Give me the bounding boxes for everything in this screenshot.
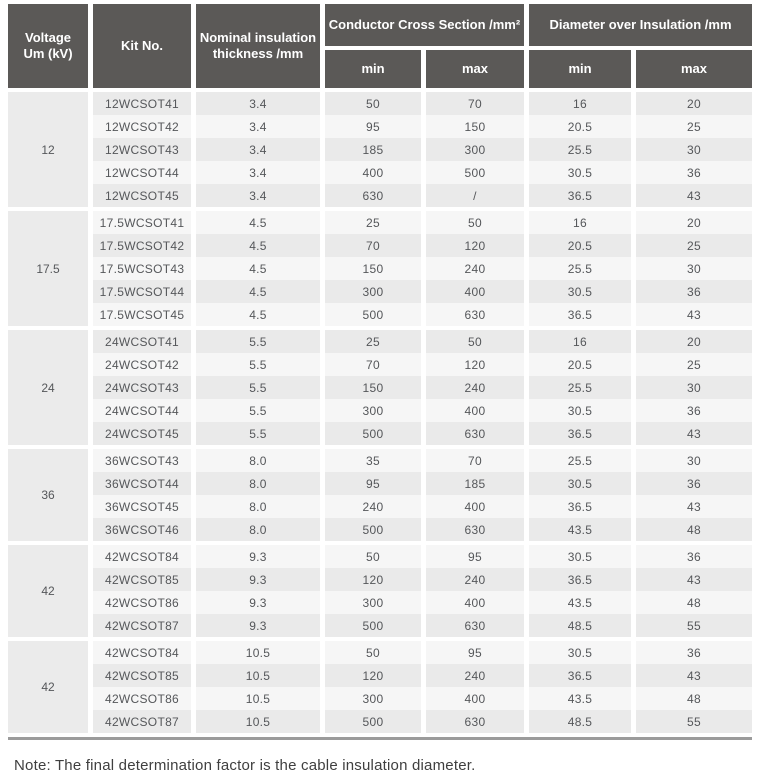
cell-kit: 17.5WCSOT44 <box>93 280 191 303</box>
cell-ccs-min: 95 <box>325 115 421 138</box>
cell-ccs-max: 630 <box>426 303 524 326</box>
cell-ccs-min: 120 <box>325 664 421 687</box>
cell-ccs-max: 185 <box>426 472 524 495</box>
cell-thickness: 8.0 <box>196 518 320 541</box>
cell-thickness: 4.5 <box>196 280 320 303</box>
cell-thickness: 4.5 <box>196 257 320 280</box>
cell-dia-min: 36.5 <box>529 184 631 207</box>
cell-ccs-max: 400 <box>426 399 524 422</box>
cell-ccs-min: 50 <box>325 641 421 664</box>
cell-ccs-max: 240 <box>426 568 524 591</box>
cell-ccs-max: 95 <box>426 545 524 568</box>
cell-kit: 36WCSOT44 <box>93 472 191 495</box>
cell-dia-min: 25.5 <box>529 449 631 472</box>
cell-dia-min: 43.5 <box>529 687 631 710</box>
cell-dia-min: 36.5 <box>529 568 631 591</box>
header-dia-min-label: min <box>568 60 592 76</box>
cell-kit: 36WCSOT45 <box>93 495 191 518</box>
cell-ccs-max: 50 <box>426 211 524 234</box>
cell-kit: 17.5WCSOT41 <box>93 211 191 234</box>
cell-kit: 12WCSOT44 <box>93 161 191 184</box>
cell-dia-max: 43 <box>636 422 752 445</box>
cell-dia-min: 25.5 <box>529 138 631 161</box>
cell-dia-min: 36.5 <box>529 303 631 326</box>
header-kit-no-label: Kit No. <box>121 37 163 53</box>
table-note: Note: The final determination factor is the cable insulation diameter. <box>14 757 476 774</box>
cell-thickness: 10.5 <box>196 641 320 664</box>
cell-ccs-max: 70 <box>426 449 524 472</box>
header-thickness-line2: thickness /mm <box>212 46 304 61</box>
header-insulation-thickness <box>196 4 320 88</box>
cell-dia-max: 43 <box>636 568 752 591</box>
cell-thickness: 3.4 <box>196 161 320 184</box>
header-voltage-line2: Um (kV) <box>23 46 73 61</box>
cell-thickness: 9.3 <box>196 545 320 568</box>
cell-kit: 12WCSOT41 <box>93 92 191 115</box>
cell-thickness: 4.5 <box>196 234 320 257</box>
cell-ccs-min: 95 <box>325 472 421 495</box>
cell-dia-max: 36 <box>636 280 752 303</box>
header-kit-no <box>93 4 191 88</box>
cell-dia-max: 20 <box>636 330 752 353</box>
header-conductor-label: Conductor Cross Section /mm² <box>328 16 521 32</box>
voltage-value: 24 <box>8 330 88 445</box>
cell-ccs-max: 120 <box>426 234 524 257</box>
cell-dia-max: 20 <box>636 92 752 115</box>
header-ccs-max <box>426 50 524 88</box>
cell-dia-min: 48.5 <box>529 614 631 637</box>
cell-ccs-min: 120 <box>325 568 421 591</box>
cell-dia-max: 25 <box>636 115 752 138</box>
header-voltage <box>8 4 88 88</box>
cell-ccs-min: 500 <box>325 518 421 541</box>
voltage-section-36-3 <box>8 449 752 541</box>
cell-kit: 42WCSOT86 <box>93 687 191 710</box>
cell-dia-min: 20.5 <box>529 115 631 138</box>
cell-kit: 36WCSOT43 <box>93 449 191 472</box>
cell-kit: 42WCSOT87 <box>93 614 191 637</box>
header-dia-min <box>529 50 631 88</box>
cell-ccs-max: 300 <box>426 138 524 161</box>
cell-kit: 42WCSOT84 <box>93 545 191 568</box>
cell-ccs-max: 240 <box>426 376 524 399</box>
cell-dia-min: 36.5 <box>529 495 631 518</box>
cell-ccs-min: 50 <box>325 545 421 568</box>
header-ccs-min <box>325 50 421 88</box>
cell-dia-max: 36 <box>636 641 752 664</box>
cell-dia-min: 16 <box>529 330 631 353</box>
cell-thickness: 5.5 <box>196 330 320 353</box>
cell-kit: 12WCSOT43 <box>93 138 191 161</box>
cell-thickness: 5.5 <box>196 422 320 445</box>
cell-kit: 24WCSOT43 <box>93 376 191 399</box>
cell-ccs-min: 500 <box>325 303 421 326</box>
header-ccs-min-label: min <box>361 60 385 76</box>
cell-dia-max: 55 <box>636 710 752 733</box>
cell-dia-max: 43 <box>636 184 752 207</box>
voltage-value: 12 <box>8 92 88 207</box>
header-dia-max <box>636 50 752 88</box>
cell-dia-max: 30 <box>636 449 752 472</box>
cell-ccs-min: 300 <box>325 687 421 710</box>
cell-ccs-min: 240 <box>325 495 421 518</box>
cell-thickness: 10.5 <box>196 687 320 710</box>
cell-kit: 12WCSOT45 <box>93 184 191 207</box>
header-diameter-label: Diameter over Insulation /mm <box>549 16 732 32</box>
cell-dia-max: 36 <box>636 399 752 422</box>
cell-thickness: 5.5 <box>196 399 320 422</box>
cell-ccs-min: 70 <box>325 234 421 257</box>
cell-ccs-min: 50 <box>325 92 421 115</box>
cell-thickness: 5.5 <box>196 353 320 376</box>
cell-thickness: 3.4 <box>196 115 320 138</box>
cell-kit: 17.5WCSOT45 <box>93 303 191 326</box>
cell-ccs-max: 95 <box>426 641 524 664</box>
cell-thickness: 3.4 <box>196 92 320 115</box>
cell-ccs-min: 25 <box>325 330 421 353</box>
voltage-section-42-4 <box>8 545 752 637</box>
cell-dia-max: 20 <box>636 211 752 234</box>
voltage-section-17.5-1 <box>8 211 752 326</box>
cell-ccs-min: 150 <box>325 376 421 399</box>
cell-dia-max: 30 <box>636 138 752 161</box>
cell-ccs-max: / <box>426 184 524 207</box>
cell-kit: 24WCSOT45 <box>93 422 191 445</box>
cell-dia-max: 48 <box>636 687 752 710</box>
cell-ccs-min: 150 <box>325 257 421 280</box>
cell-ccs-min: 500 <box>325 614 421 637</box>
cell-dia-min: 25.5 <box>529 257 631 280</box>
cell-kit: 24WCSOT42 <box>93 353 191 376</box>
cell-ccs-max: 400 <box>426 280 524 303</box>
cell-ccs-max: 240 <box>426 664 524 687</box>
cell-thickness: 8.0 <box>196 472 320 495</box>
cell-thickness: 4.5 <box>196 303 320 326</box>
header-ccs-max-label: max <box>461 60 489 76</box>
cell-dia-max: 48 <box>636 518 752 541</box>
voltage-value: 42 <box>8 641 88 733</box>
cell-dia-max: 36 <box>636 545 752 568</box>
cell-thickness: 3.4 <box>196 184 320 207</box>
cell-kit: 42WCSOT84 <box>93 641 191 664</box>
cell-dia-max: 55 <box>636 614 752 637</box>
cell-dia-min: 36.5 <box>529 422 631 445</box>
cell-ccs-max: 630 <box>426 518 524 541</box>
cell-dia-max: 43 <box>636 303 752 326</box>
cell-dia-min: 30.5 <box>529 280 631 303</box>
cell-ccs-max: 120 <box>426 353 524 376</box>
cell-ccs-min: 500 <box>325 710 421 733</box>
cell-dia-min: 30.5 <box>529 161 631 184</box>
cell-dia-min: 30.5 <box>529 472 631 495</box>
cell-ccs-max: 400 <box>426 591 524 614</box>
cell-dia-max: 43 <box>636 495 752 518</box>
cell-dia-min: 43.5 <box>529 518 631 541</box>
cell-dia-min: 20.5 <box>529 234 631 257</box>
cell-kit: 12WCSOT42 <box>93 115 191 138</box>
voltage-section-42-5 <box>8 641 752 733</box>
cell-kit: 36WCSOT46 <box>93 518 191 541</box>
cell-ccs-min: 500 <box>325 422 421 445</box>
cell-dia-max: 36 <box>636 472 752 495</box>
cell-thickness: 8.0 <box>196 495 320 518</box>
cell-kit: 24WCSOT44 <box>93 399 191 422</box>
cell-dia-max: 36 <box>636 161 752 184</box>
header-thickness-line1: Nominal insulation <box>199 29 317 45</box>
cell-thickness: 8.0 <box>196 449 320 472</box>
cell-dia-min: 30.5 <box>529 399 631 422</box>
cell-dia-max: 25 <box>636 234 752 257</box>
table-bottom-rule <box>8 737 752 740</box>
kit-specification-table <box>8 4 752 740</box>
cell-thickness: 3.4 <box>196 138 320 161</box>
cell-ccs-min: 300 <box>325 280 421 303</box>
voltage-value: 42 <box>8 545 88 637</box>
voltage-value: 36 <box>8 449 88 541</box>
cell-dia-min: 43.5 <box>529 591 631 614</box>
cell-kit: 42WCSOT85 <box>93 568 191 591</box>
cell-kit: 17.5WCSOT42 <box>93 234 191 257</box>
cell-dia-min: 36.5 <box>529 664 631 687</box>
cell-thickness: 10.5 <box>196 710 320 733</box>
cell-ccs-max: 400 <box>426 495 524 518</box>
cell-thickness: 9.3 <box>196 614 320 637</box>
cell-ccs-max: 630 <box>426 614 524 637</box>
cell-dia-min: 16 <box>529 92 631 115</box>
header-voltage-line1: Voltage <box>25 29 71 45</box>
cell-thickness: 9.3 <box>196 568 320 591</box>
cell-dia-min: 48.5 <box>529 710 631 733</box>
voltage-section-24-2 <box>8 330 752 445</box>
table-header <box>8 4 752 88</box>
cell-ccs-min: 70 <box>325 353 421 376</box>
cell-dia-min: 30.5 <box>529 641 631 664</box>
cell-dia-max: 48 <box>636 591 752 614</box>
cell-ccs-min: 300 <box>325 399 421 422</box>
cell-ccs-max: 240 <box>426 257 524 280</box>
cell-ccs-max: 500 <box>426 161 524 184</box>
cell-ccs-max: 50 <box>426 330 524 353</box>
cell-ccs-max: 630 <box>426 422 524 445</box>
cell-dia-min: 16 <box>529 211 631 234</box>
cell-kit: 42WCSOT85 <box>93 664 191 687</box>
cell-ccs-max: 150 <box>426 115 524 138</box>
cell-thickness: 5.5 <box>196 376 320 399</box>
cell-thickness: 4.5 <box>196 211 320 234</box>
cell-dia-min: 20.5 <box>529 353 631 376</box>
header-diameter-over-insulation <box>529 4 752 46</box>
cell-ccs-max: 400 <box>426 687 524 710</box>
cell-dia-max: 30 <box>636 257 752 280</box>
header-conductor-cross-section <box>325 4 524 46</box>
cell-ccs-min: 35 <box>325 449 421 472</box>
cell-thickness: 9.3 <box>196 591 320 614</box>
table-body <box>8 92 752 733</box>
cell-ccs-min: 630 <box>325 184 421 207</box>
cell-ccs-min: 300 <box>325 591 421 614</box>
cell-kit: 42WCSOT87 <box>93 710 191 733</box>
cell-dia-max: 25 <box>636 353 752 376</box>
header-dia-max-label: max <box>680 60 708 76</box>
cell-kit: 24WCSOT41 <box>93 330 191 353</box>
voltage-section-12-0 <box>8 92 752 207</box>
cell-dia-min: 25.5 <box>529 376 631 399</box>
cell-dia-max: 43 <box>636 664 752 687</box>
cell-ccs-max: 630 <box>426 710 524 733</box>
cell-ccs-max: 70 <box>426 92 524 115</box>
cell-dia-min: 30.5 <box>529 545 631 568</box>
cell-ccs-min: 185 <box>325 138 421 161</box>
cell-ccs-min: 400 <box>325 161 421 184</box>
cell-thickness: 10.5 <box>196 664 320 687</box>
cell-ccs-min: 25 <box>325 211 421 234</box>
voltage-value: 17.5 <box>8 211 88 326</box>
cell-kit: 17.5WCSOT43 <box>93 257 191 280</box>
cell-kit: 42WCSOT86 <box>93 591 191 614</box>
cell-dia-max: 30 <box>636 376 752 399</box>
